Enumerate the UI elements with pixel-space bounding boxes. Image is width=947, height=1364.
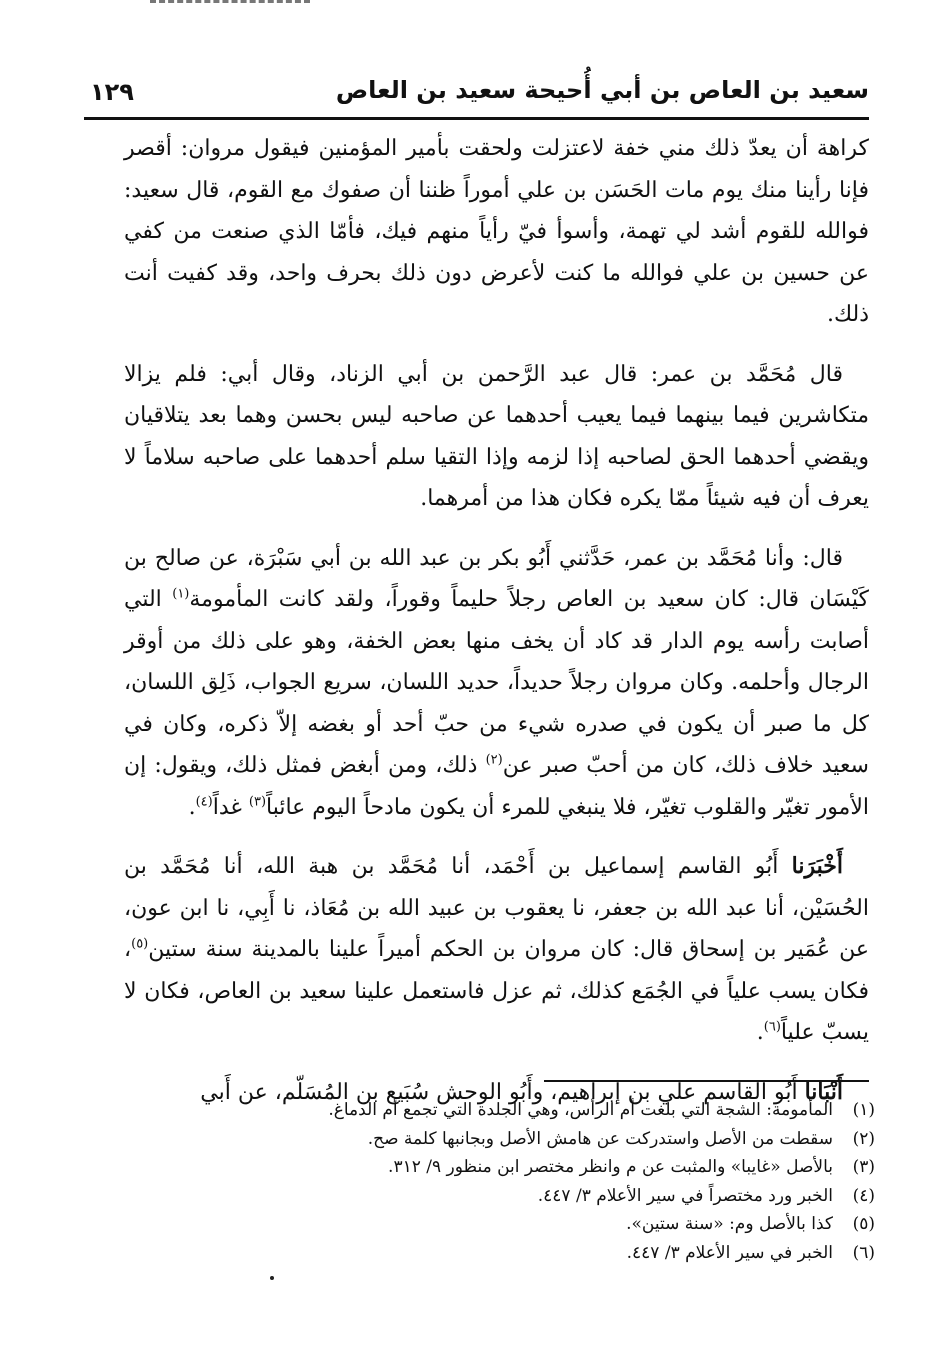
paragraph-text: أَبُو القاسم إسماعيل بن أَحْمَد، أنا مُحَمَّد بن هبة الله، أنا مُحَمَّد بن الحُسَيْن، أنا عبد الله بن جعفر، نا يعقوب بن عبيد الله بن مُعَاذ، نا أَبِي، نا ابن عون، عن عُمَير بن إسحاق قال: كان مروان بن الحكم أميراً علينا بالمدينة سنة ستين xyxy=(124,854,869,962)
paragraph-text: كراهة أن يعدّ ذلك مني خفة لاعتزلت ولحقت بأمير المؤمنين فيقول مروان: أقصر فإنا رأينا منك يوم مات الحَسَن بن علي أموراً ظننا أن صفوك مع القوم، قال سعيد: فوالله للقوم أشد لي تهمة، وأسوأ فيّ رأياً منهم فيك، فأمّا الذي صنعت من كفي عن حسين بن علي فوالله ما كنت لأعرض دون ذلك بحرف واحد، وقد كفيت أنت ذلك. xyxy=(124,136,869,327)
running-title: سعيد بن العاص بن أبي أُحيحة سعيد بن العاص xyxy=(335,76,869,104)
footnote-text: الخبر ورد مختصراً في سير الأعلام ٣/ ٤٤٧. xyxy=(537,1185,833,1206)
scan-artifact xyxy=(150,0,310,9)
footnote-ref: (٢) xyxy=(485,752,503,768)
paragraph xyxy=(124,846,869,1054)
footnote-number: (٢) xyxy=(852,1128,875,1149)
footnotes xyxy=(150,1096,875,1267)
paragraph xyxy=(124,538,869,829)
paragraph-text: قال مُحَمَّد بن عمر: قال عبد الرَّحمن بن أبي الزناد، وقال أبي: فلم يزالا متكاشرين فيما بينهما فيما يعيب أحدهما عن صاحبه ليس بحسن وهما بعد يتلاقيان ويقضي أحدهما الحق لصاحبه إذا لزمه وإذا التقيا سلم أحدهما على صاحبه سلاماً لا يعرف أن فيه شيئاً ممّا يكره فكان هذا من أمرهما. xyxy=(124,361,869,511)
footnote xyxy=(150,1096,875,1125)
page-header xyxy=(84,68,869,120)
footnote-number: (٦) xyxy=(852,1242,875,1263)
footnote-number: (٣) xyxy=(852,1157,875,1177)
footnote-number: (٤) xyxy=(852,1185,875,1206)
footnote xyxy=(150,1210,875,1239)
paragraph xyxy=(124,128,869,336)
footnote-text: سقطت من الأصل واستدركت عن هامش الأصل وبجانبها كلمة صح. xyxy=(367,1128,833,1149)
footnote-rule xyxy=(544,1080,869,1082)
footnote xyxy=(150,1182,875,1211)
paragraph-text: قال: وأنا مُحَمَّد بن عمر، حَدَّثني أَبُو بكر بن عبد الله بن أبي سَبْرَة، عن صالح بن كَيْسَان قال: كان سعيد بن العاص رجلاً حليماً وقوراً، ولقد كانت المأمومة xyxy=(124,545,869,612)
paragraph xyxy=(124,354,869,520)
isnad-lead-word: أَخْبَرَنا xyxy=(791,853,843,879)
paragraph-text: ، فكان يسب علياً في الجُمَع كذلك، ثم عزل فاستعمل علينا سعيد بن العاص، فكان لا يسبّ علياً xyxy=(124,937,869,1045)
footnote xyxy=(150,1239,875,1268)
scan-speck xyxy=(270,1276,274,1280)
footnote-text: بالأصل «غايبا» والمثبت عن م وانظر مختصر ابن منظور ٩/ ٣١٢. xyxy=(388,1157,833,1177)
footnote-ref: (١) xyxy=(172,586,190,602)
footnote-ref: (٥) xyxy=(131,936,149,952)
footnote xyxy=(150,1153,875,1182)
paragraph-text: أَبُو القاسم علي بن إبراهيم، وأَبُو الوحش سُبَيع بن المُسَلّم، عن أَبي xyxy=(200,1079,805,1105)
paragraph-text: . xyxy=(188,794,196,820)
footnote-text: المأمومة: الشجة التي بلغت أم الرأس، وهي الجلدة التي تجمع أم الدماغ. xyxy=(328,1100,833,1120)
paragraph-text: التي أصابت رأسه يوم الدار قد كاد أن يخف منها بعض الخفة، وهو على ذلك من أوقر الرجال وأحلمه. وكان مروان رجلاً حديداً، حديد اللسان، سريع الجواب، ذَلِق اللسان، كل ما صبر أن يكون في صدره شيء من حبّ أحد أو بغضه إلاّ ذكره، وكان في سعيد خلاف ذلك، كان من أحبّ صبر عن xyxy=(124,587,869,778)
footnote-text: كذا بالأصل وم: «سنة ستين». xyxy=(626,1214,833,1234)
paragraph-text: غداً xyxy=(212,794,249,820)
page-number: ١٢٩ xyxy=(90,78,134,106)
footnote-text: الخبر في سير الأعلام ٣/ ٤٤٧. xyxy=(626,1242,833,1263)
header-rule xyxy=(84,117,869,120)
footnote-ref: (٣) xyxy=(248,794,267,810)
footnote-ref: (٤) xyxy=(195,794,213,810)
main-text xyxy=(124,128,869,1131)
isnad-lead-word: أَنْبَانا xyxy=(804,1078,843,1105)
paragraph-text: . xyxy=(756,1020,764,1045)
paragraph-text: ذلك، ومن أبغض فمثل ذلك، ويقول: إن الأمور تغيّر والقلوب تغيّر، فلا ينبغي للمرء أن يكون مادحاً اليوم عائباً xyxy=(124,753,869,820)
footnote xyxy=(150,1125,875,1154)
footnote-number: (١) xyxy=(852,1100,875,1120)
footnote-number: (٥) xyxy=(852,1214,875,1234)
footnote-ref: (٦) xyxy=(763,1019,781,1035)
